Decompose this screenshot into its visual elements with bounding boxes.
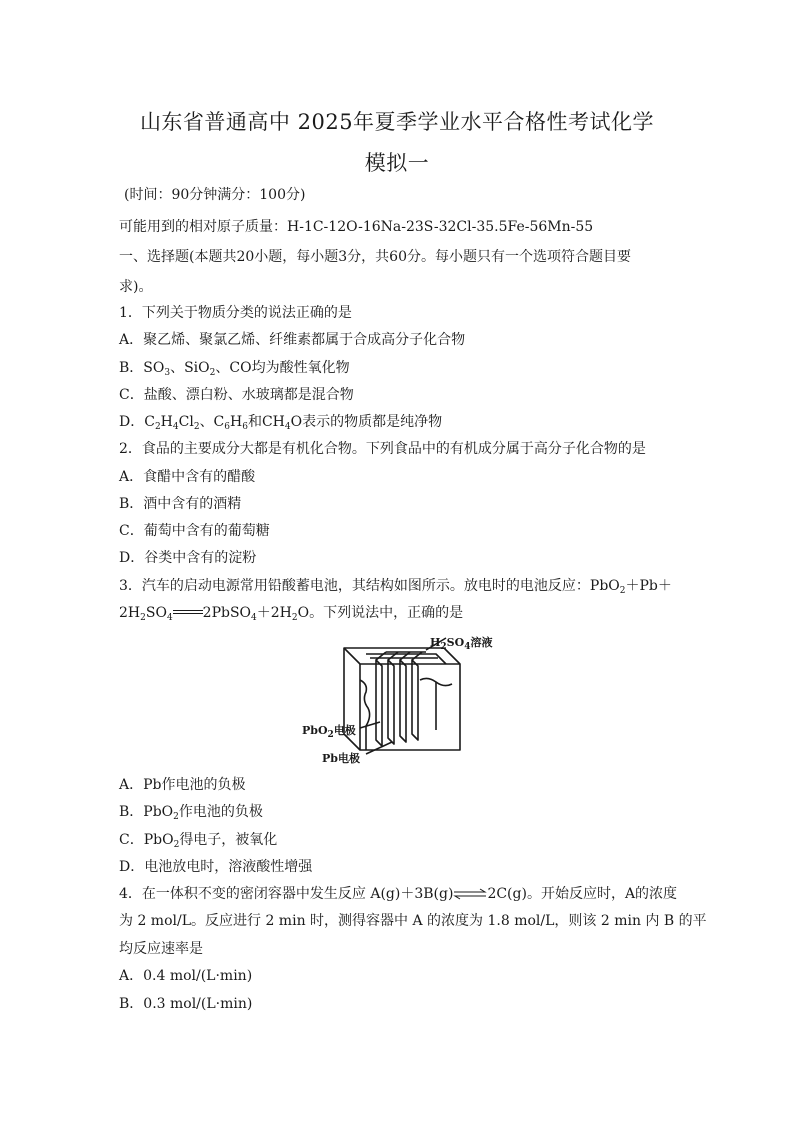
section-heading-cont: 求)。 (119, 279, 153, 295)
q4-stem-line3: 均反应速率是 (119, 941, 203, 957)
pb-electrode-label: Pb电极 (322, 752, 360, 765)
q3-option-b: B．PbO$_2$作电池的负极 (119, 804, 263, 822)
atomic-masses: 可能用到的相对原子质量：H-1C-12O-16Na-23S-32Cl-35.5Fe-56Mn-55 (119, 219, 594, 235)
equals-arrow-icon (173, 608, 203, 618)
q3-option-d: D．电池放电时，溶液酸性增强 (119, 859, 313, 875)
q4-stem-line1: 4．在一体积不变的密闭容器中发生反应 A(g)＋3B(g) 2C(g)。开始反应时，A的浓度 (119, 886, 678, 902)
q3-option-c: C．PbO$_2$得电子，被氧化 (119, 832, 278, 850)
pbo2-electrode-label: PbO$_2$电极 (302, 724, 356, 740)
exam-subtitle: 模拟一 (364, 151, 430, 175)
exam-title: 山东省普通高中 2025年夏季学业水平合格性考试化学 (139, 110, 655, 134)
q4-stem-line2: 为 2 mol/L。反应进行 2 min 时，测得容器中 A 的浓度为 1.8 mol/L，则该 2 min 内 B 的平 (119, 913, 707, 929)
lead-acid-battery-diagram (296, 630, 496, 770)
q3-stem-line1: 3．汽车的启动电源常用铅酸蓄电池，其结构如图所示。放电时的电池反应：PbO$_2$＋Pb＋ (119, 578, 672, 596)
q1-option-a: A．聚乙烯、聚氯乙烯、纤维素都属于合成高分子化合物 (119, 332, 466, 348)
electrolyte-label: $H_2SO_4$溶液 (430, 636, 493, 652)
q2-option-d: D．谷类中含有的淀粉 (119, 550, 257, 566)
q4-option-a: A．0.4 mol/(L·min) (119, 968, 253, 984)
q1-stem: 1．下列关于物质分类的说法正确的是 (119, 305, 352, 321)
q1-option-c: C．盐酸、漂白粉、水玻璃都是混合物 (119, 387, 354, 403)
q2-option-a: A．食醋中含有的醋酸 (119, 469, 256, 485)
q4-option-b: B．0.3 mol/(L·min) (119, 996, 253, 1012)
q2-stem: 2．食品的主要成分大都是有机化合物。下列食品中的有机成分属于高分子化合物的是 (119, 441, 646, 457)
q1-option-b: B．$SO_3$、SiO$_2$、CO均为酸性氧化物 (119, 360, 350, 378)
reversible-arrow-icon (453, 888, 487, 900)
q1-option-d: D．$C_2H_4Cl_2$、$C_6H_6$和$CH_4O$表示的物质都是纯净物 (119, 414, 443, 432)
q3-option-a: A．Pb作电池的负极 (119, 777, 246, 793)
q2-option-c: C．葡萄中含有的葡萄糖 (119, 523, 270, 539)
q3-stem-line2: $2H_2SO_4$ $2PbSO_4+2H_2O$。下列说法中，正确的是 (119, 605, 464, 623)
section-heading: 一、选择题(本题共20小题，每小题3分，共60分。每小题只有一个选项符合题目要 (119, 249, 631, 265)
time-info: (时间：90分钟满分：100分) (124, 187, 306, 203)
q2-option-b: B．酒中含有的酒精 (119, 496, 242, 512)
